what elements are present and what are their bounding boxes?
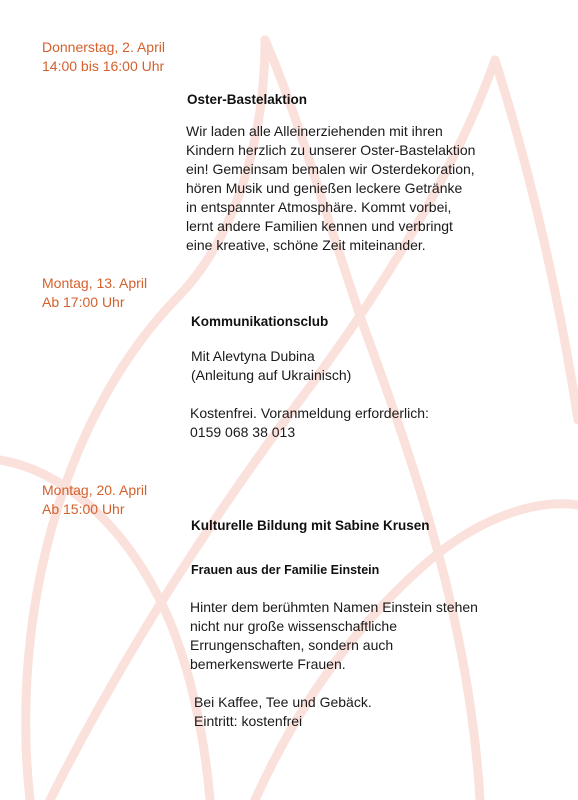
event-3-info-line: Eintritt: kostenfrei: [194, 713, 303, 729]
event-3-description: [190, 598, 478, 674]
event-3-date-block: [42, 481, 147, 519]
event-3-info: [194, 693, 372, 731]
event-3-description-line: Hinter dem berühmten Namen Einstein stehen: [190, 599, 478, 615]
event-1-description-line: Wir laden alle Alleinerziehenden mit ihren: [186, 123, 443, 139]
event-1-description-line: hören Musik und genießen leckere Getränke: [186, 180, 463, 196]
event-2-info: [190, 404, 429, 442]
event-2-host: [191, 347, 351, 385]
event-3-title: Kulturelle Bildung mit Sabine Krusen: [191, 518, 430, 533]
event-3-description-line: Errungenschaften, sondern auch: [190, 637, 394, 653]
event-3-date: Montag, 20. April: [42, 482, 148, 498]
event-2-title: Kommunikationsclub: [191, 314, 329, 329]
event-2-time: Ab 17:00 Uhr: [42, 294, 125, 310]
event-3-info-line: Bei Kaffee, Tee und Gebäck.: [194, 694, 372, 710]
event-1-title: Oster-Bastelaktion: [187, 92, 308, 107]
event-3-description-line: nicht nur große wissenschaftliche: [190, 618, 397, 634]
event-2-date: Montag, 13. April: [42, 275, 148, 291]
event-1-description-line: ein! Gemeinsam bemalen wir Osterdekoration,: [186, 161, 475, 177]
event-2-date-block: [42, 274, 147, 312]
event-1-date: Donnerstag, 2. April: [42, 39, 165, 55]
event-1-description-line: Kindern herzlich zu unserer Oster-Bastelaktion: [186, 142, 476, 158]
event-1-time: 14:00 bis 16:00 Uhr: [42, 58, 165, 74]
event-2-host-line: Mit Alevtyna Dubina: [191, 348, 315, 364]
event-2-host-line: (Anleitung auf Ukrainisch): [191, 367, 352, 383]
event-1-description-line: lernt andere Familien kennen und verbringt: [186, 218, 453, 234]
event-1-description-line: eine kreative, schöne Zeit miteinander.: [186, 237, 426, 253]
event-2-phone: 0159 068 38 013: [190, 424, 296, 440]
event-3-subtitle: Frauen aus der Familie Einstein: [191, 563, 380, 577]
event-2-info-line: Kostenfrei. Voranmeldung erforderlich:: [190, 405, 429, 421]
event-3-time: Ab 15:00 Uhr: [42, 501, 125, 517]
event-1-description: [186, 122, 475, 255]
event-1-description-line: in entspannter Atmosphäre. Kommt vorbei,: [186, 199, 452, 215]
event-3-description-line: bemerkenswerte Frauen.: [190, 656, 346, 672]
event-1-date-block: [42, 38, 165, 76]
